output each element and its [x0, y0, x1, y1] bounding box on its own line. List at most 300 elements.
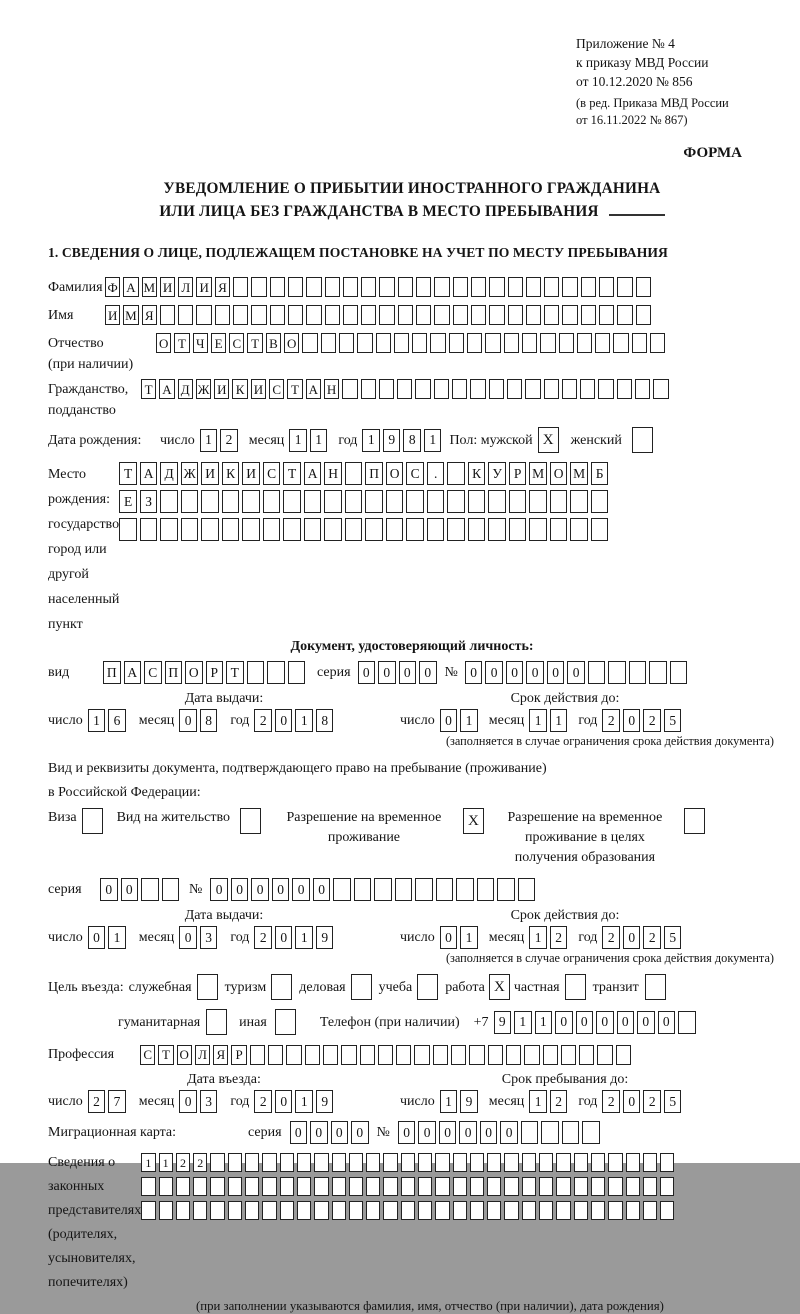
- cell-box[interactable]: [416, 305, 431, 325]
- cell-box[interactable]: 0: [251, 878, 269, 901]
- cell-box[interactable]: М: [123, 305, 138, 325]
- cell-box[interactable]: С: [229, 333, 244, 353]
- cell-box[interactable]: 0: [459, 1121, 477, 1144]
- doc-issue-day-boxes[interactable]: [88, 709, 126, 732]
- migration-number-boxes[interactable]: [398, 1121, 600, 1144]
- cell-box[interactable]: 1: [550, 709, 568, 732]
- cell-box[interactable]: 0: [637, 1011, 655, 1034]
- cell-box[interactable]: П: [365, 462, 383, 485]
- cell-box[interactable]: 5: [664, 1090, 682, 1113]
- cell-box[interactable]: 0: [526, 661, 544, 684]
- cell-box[interactable]: [141, 878, 159, 901]
- cell-box[interactable]: [366, 1201, 380, 1220]
- cell-box[interactable]: [597, 1045, 612, 1065]
- cell-box[interactable]: [562, 305, 577, 325]
- cell-box[interactable]: [178, 305, 193, 325]
- cell-box[interactable]: [159, 1177, 173, 1196]
- cell-box[interactable]: [599, 305, 614, 325]
- cell-box[interactable]: [539, 1201, 553, 1220]
- cell-box[interactable]: [345, 462, 363, 485]
- cell-box[interactable]: [345, 490, 363, 513]
- residence-valid-year-boxes[interactable]: [602, 926, 681, 949]
- cell-box[interactable]: [332, 1177, 346, 1196]
- doc-issue-month-boxes[interactable]: [179, 709, 217, 732]
- cell-box[interactable]: [556, 1201, 570, 1220]
- cell-box[interactable]: [550, 490, 568, 513]
- cell-box[interactable]: [262, 1177, 276, 1196]
- cell-box[interactable]: [288, 277, 303, 297]
- cell-box[interactable]: [339, 333, 354, 353]
- cell-box[interactable]: [140, 518, 158, 541]
- cell-box[interactable]: 1: [362, 429, 380, 452]
- cell-box[interactable]: Р: [206, 661, 224, 684]
- cell-box[interactable]: [297, 1153, 311, 1172]
- cell-box[interactable]: Т: [141, 379, 156, 399]
- cell-box[interactable]: [570, 518, 588, 541]
- cell-box[interactable]: X: [538, 427, 559, 453]
- entry-year-boxes[interactable]: [254, 1090, 333, 1113]
- cell-box[interactable]: [485, 333, 500, 353]
- cell-box[interactable]: [288, 305, 303, 325]
- cell-box[interactable]: Ф: [105, 277, 120, 297]
- purpose-private-checkbox[interactable]: [565, 974, 586, 1000]
- cell-box[interactable]: [366, 1153, 380, 1172]
- cell-box[interactable]: 2: [550, 1090, 568, 1113]
- cell-box[interactable]: [365, 518, 383, 541]
- cell-box[interactable]: 2: [254, 709, 272, 732]
- cell-box[interactable]: И: [251, 379, 266, 399]
- cell-box[interactable]: Т: [119, 462, 137, 485]
- cell-box[interactable]: [561, 1045, 576, 1065]
- cell-box[interactable]: 8: [316, 709, 334, 732]
- cell-box[interactable]: [271, 974, 292, 1000]
- cell-box[interactable]: [386, 518, 404, 541]
- cell-box[interactable]: [678, 1011, 696, 1034]
- cell-box[interactable]: [250, 1045, 265, 1065]
- cell-box[interactable]: У: [488, 462, 506, 485]
- cell-box[interactable]: 0: [310, 1121, 328, 1144]
- cell-box[interactable]: [418, 1153, 432, 1172]
- cell-box[interactable]: 0: [179, 1090, 197, 1113]
- cell-box[interactable]: [82, 808, 103, 834]
- cell-box[interactable]: [343, 277, 358, 297]
- cell-box[interactable]: Н: [324, 462, 342, 485]
- cell-box[interactable]: 1: [529, 926, 547, 949]
- cell-box[interactable]: [365, 490, 383, 513]
- cell-box[interactable]: [379, 305, 394, 325]
- cell-box[interactable]: О: [284, 333, 299, 353]
- cell-box[interactable]: [617, 379, 632, 399]
- cell-box[interactable]: [608, 661, 626, 684]
- cell-box[interactable]: 9: [383, 429, 401, 452]
- cell-box[interactable]: [283, 490, 301, 513]
- cell-box[interactable]: [275, 1009, 296, 1035]
- cell-box[interactable]: [489, 379, 504, 399]
- cell-box[interactable]: [374, 878, 392, 901]
- profession-boxes[interactable]: [140, 1045, 631, 1065]
- cell-box[interactable]: [525, 379, 540, 399]
- cell-box[interactable]: 3: [200, 926, 218, 949]
- cell-box[interactable]: [636, 305, 651, 325]
- cell-box[interactable]: 0: [623, 926, 641, 949]
- cell-box[interactable]: 7: [108, 1090, 126, 1113]
- cell-box[interactable]: 2: [643, 1090, 661, 1113]
- cell-box[interactable]: [591, 490, 609, 513]
- cell-box[interactable]: [497, 878, 515, 901]
- cell-box[interactable]: 0: [555, 1011, 573, 1034]
- cell-box[interactable]: [159, 1201, 173, 1220]
- cell-box[interactable]: С: [406, 462, 424, 485]
- cell-box[interactable]: И: [105, 305, 120, 325]
- cell-box[interactable]: 1: [295, 1090, 313, 1113]
- cell-box[interactable]: [181, 490, 199, 513]
- cell-box[interactable]: [504, 333, 519, 353]
- cell-box[interactable]: [242, 518, 260, 541]
- cell-box[interactable]: [349, 1201, 363, 1220]
- cell-box[interactable]: [417, 974, 438, 1000]
- cell-box[interactable]: А: [306, 379, 321, 399]
- cell-box[interactable]: [383, 1153, 397, 1172]
- cell-box[interactable]: 2: [550, 926, 568, 949]
- cell-box[interactable]: [262, 1153, 276, 1172]
- cell-box[interactable]: [305, 1045, 320, 1065]
- cell-box[interactable]: [632, 427, 653, 453]
- cell-box[interactable]: К: [222, 462, 240, 485]
- residence-issue-year-boxes[interactable]: [254, 926, 333, 949]
- cell-box[interactable]: .: [427, 462, 445, 485]
- cell-box[interactable]: А: [304, 462, 322, 485]
- cell-box[interactable]: О: [386, 462, 404, 485]
- cell-box[interactable]: Т: [174, 333, 189, 353]
- cell-box[interactable]: [376, 333, 391, 353]
- cell-box[interactable]: [233, 305, 248, 325]
- cell-box[interactable]: [245, 1153, 259, 1172]
- cell-box[interactable]: [570, 490, 588, 513]
- cell-box[interactable]: Л: [178, 277, 193, 297]
- cell-box[interactable]: 6: [108, 709, 126, 732]
- purpose-tourism-checkbox[interactable]: [271, 974, 292, 1000]
- cell-box[interactable]: [351, 974, 372, 1000]
- cell-box[interactable]: 1: [310, 429, 328, 452]
- cell-box[interactable]: [529, 518, 547, 541]
- cell-box[interactable]: 1: [424, 429, 442, 452]
- cell-box[interactable]: Е: [211, 333, 226, 353]
- cell-box[interactable]: 5: [664, 926, 682, 949]
- cell-box[interactable]: [383, 1177, 397, 1196]
- cell-box[interactable]: [263, 518, 281, 541]
- birth-month-boxes[interactable]: [289, 429, 327, 452]
- cell-box[interactable]: [268, 1045, 283, 1065]
- cell-box[interactable]: [324, 518, 342, 541]
- cell-box[interactable]: [635, 379, 650, 399]
- cell-box[interactable]: 0: [313, 878, 331, 901]
- cell-box[interactable]: [242, 490, 260, 513]
- cell-box[interactable]: [323, 1045, 338, 1065]
- cell-box[interactable]: 0: [88, 926, 106, 949]
- cell-box[interactable]: К: [468, 462, 486, 485]
- cell-box[interactable]: 2: [220, 429, 238, 452]
- cell-box[interactable]: [193, 1201, 207, 1220]
- cell-box[interactable]: О: [550, 462, 568, 485]
- cell-box[interactable]: 3: [200, 1090, 218, 1113]
- cell-box[interactable]: 1: [440, 1090, 458, 1113]
- cell-box[interactable]: [591, 1201, 605, 1220]
- cell-box[interactable]: [452, 379, 467, 399]
- cell-box[interactable]: 0: [547, 661, 565, 684]
- cell-box[interactable]: [176, 1201, 190, 1220]
- cell-box[interactable]: Т: [247, 333, 262, 353]
- cell-box[interactable]: [306, 277, 321, 297]
- birth-place-row1-boxes[interactable]: [119, 462, 608, 485]
- cell-box[interactable]: [302, 333, 317, 353]
- purpose-humanitarian-checkbox[interactable]: [206, 1009, 227, 1035]
- cell-box[interactable]: [608, 1153, 622, 1172]
- cell-box[interactable]: [201, 518, 219, 541]
- sex-female-checkbox[interactable]: [632, 427, 653, 453]
- cell-box[interactable]: [245, 1177, 259, 1196]
- cell-box[interactable]: 9: [316, 926, 334, 949]
- cell-box[interactable]: 1: [460, 926, 478, 949]
- cell-box[interactable]: [427, 518, 445, 541]
- phone-boxes[interactable]: [494, 1011, 696, 1034]
- cell-box[interactable]: 0: [272, 878, 290, 901]
- cell-box[interactable]: Т: [287, 379, 302, 399]
- cell-box[interactable]: [247, 661, 265, 684]
- cell-box[interactable]: [406, 518, 424, 541]
- purpose-study-checkbox[interactable]: [417, 974, 438, 1000]
- cell-box[interactable]: [228, 1177, 242, 1196]
- cell-box[interactable]: [321, 333, 336, 353]
- cell-box[interactable]: 0: [100, 878, 118, 901]
- cell-box[interactable]: [215, 305, 230, 325]
- cell-box[interactable]: [306, 305, 321, 325]
- cell-box[interactable]: [280, 1177, 294, 1196]
- cell-box[interactable]: 8: [200, 709, 218, 732]
- cell-box[interactable]: [544, 305, 559, 325]
- cell-box[interactable]: [395, 878, 413, 901]
- cell-box[interactable]: [141, 1177, 155, 1196]
- cell-box[interactable]: Д: [178, 379, 193, 399]
- cell-box[interactable]: И: [160, 277, 175, 297]
- cell-box[interactable]: [283, 518, 301, 541]
- cell-box[interactable]: [562, 379, 577, 399]
- cell-box[interactable]: [406, 490, 424, 513]
- cell-box[interactable]: 9: [460, 1090, 478, 1113]
- cell-box[interactable]: [643, 1201, 657, 1220]
- cell-box[interactable]: [297, 1201, 311, 1220]
- cell-box[interactable]: [325, 305, 340, 325]
- representatives-row3-boxes[interactable]: [141, 1201, 674, 1220]
- cell-box[interactable]: [684, 808, 705, 834]
- cell-box[interactable]: [160, 518, 178, 541]
- doc-valid-day-boxes[interactable]: [440, 709, 478, 732]
- cell-box[interactable]: [349, 1153, 363, 1172]
- cell-box[interactable]: [471, 305, 486, 325]
- cell-box[interactable]: [509, 490, 527, 513]
- cell-box[interactable]: [456, 878, 474, 901]
- cell-box[interactable]: [270, 305, 285, 325]
- cell-box[interactable]: [617, 277, 632, 297]
- cell-box[interactable]: [649, 661, 667, 684]
- stay-day-boxes[interactable]: [440, 1090, 478, 1113]
- doc-series-boxes[interactable]: [358, 661, 437, 684]
- cell-box[interactable]: 0: [440, 709, 458, 732]
- stay-year-boxes[interactable]: [602, 1090, 681, 1113]
- cell-box[interactable]: [379, 379, 394, 399]
- cell-box[interactable]: 0: [179, 926, 197, 949]
- purpose-other-checkbox[interactable]: [275, 1009, 296, 1035]
- entry-day-boxes[interactable]: [88, 1090, 126, 1113]
- temp-residence-checkbox[interactable]: [463, 808, 484, 834]
- cell-box[interactable]: [383, 1201, 397, 1220]
- cell-box[interactable]: [521, 1121, 539, 1144]
- cell-box[interactable]: П: [103, 661, 121, 684]
- cell-box[interactable]: 0: [275, 926, 293, 949]
- cell-box[interactable]: [565, 974, 586, 1000]
- cell-box[interactable]: 1: [460, 709, 478, 732]
- cell-box[interactable]: 2: [193, 1153, 207, 1172]
- cell-box[interactable]: Л: [195, 1045, 210, 1065]
- doc-valid-month-boxes[interactable]: [529, 709, 567, 732]
- cell-box[interactable]: 0: [378, 661, 396, 684]
- cell-box[interactable]: [543, 1045, 558, 1065]
- cell-box[interactable]: [394, 333, 409, 353]
- cell-box[interactable]: 0: [419, 661, 437, 684]
- cell-box[interactable]: [210, 1201, 224, 1220]
- cell-box[interactable]: А: [124, 661, 142, 684]
- cell-box[interactable]: [595, 333, 610, 353]
- cell-box[interactable]: [591, 518, 609, 541]
- cell-box[interactable]: [504, 1177, 518, 1196]
- cell-box[interactable]: И: [214, 379, 229, 399]
- sex-male-checkbox[interactable]: [538, 427, 559, 453]
- cell-box[interactable]: [670, 661, 688, 684]
- cell-box[interactable]: 0: [399, 661, 417, 684]
- cell-box[interactable]: М: [142, 277, 157, 297]
- cell-box[interactable]: [343, 305, 358, 325]
- cell-box[interactable]: [591, 1153, 605, 1172]
- migration-series-boxes[interactable]: [290, 1121, 369, 1144]
- cell-box[interactable]: [401, 1201, 415, 1220]
- cell-box[interactable]: 0: [292, 878, 310, 901]
- cell-box[interactable]: [470, 379, 485, 399]
- cell-box[interactable]: [507, 379, 522, 399]
- cell-box[interactable]: 0: [623, 709, 641, 732]
- cell-box[interactable]: [489, 277, 504, 297]
- cell-box[interactable]: [398, 277, 413, 297]
- cell-box[interactable]: 0: [617, 1011, 635, 1034]
- cell-box[interactable]: [488, 490, 506, 513]
- cell-box[interactable]: [210, 1153, 224, 1172]
- cell-box[interactable]: Ч: [193, 333, 208, 353]
- cell-box[interactable]: [228, 1201, 242, 1220]
- cell-box[interactable]: [598, 379, 613, 399]
- cell-box[interactable]: [435, 1201, 449, 1220]
- cell-box[interactable]: [430, 333, 445, 353]
- cell-box[interactable]: [447, 518, 465, 541]
- cell-box[interactable]: [379, 277, 394, 297]
- cell-box[interactable]: А: [123, 277, 138, 297]
- cell-box[interactable]: [345, 518, 363, 541]
- cell-box[interactable]: Р: [231, 1045, 246, 1065]
- cell-box[interactable]: В: [266, 333, 281, 353]
- cell-box[interactable]: [629, 661, 647, 684]
- cell-box[interactable]: [470, 1153, 484, 1172]
- cell-box[interactable]: [418, 1201, 432, 1220]
- cell-box[interactable]: А: [140, 462, 158, 485]
- cell-box[interactable]: И: [201, 462, 219, 485]
- cell-box[interactable]: [470, 1177, 484, 1196]
- cell-box[interactable]: [650, 333, 665, 353]
- cell-box[interactable]: [453, 1153, 467, 1172]
- cell-box[interactable]: [206, 1009, 227, 1035]
- cell-box[interactable]: 0: [351, 1121, 369, 1144]
- cell-box[interactable]: [386, 490, 404, 513]
- cell-box[interactable]: [286, 1045, 301, 1065]
- cell-box[interactable]: [643, 1153, 657, 1172]
- cell-box[interactable]: С: [263, 462, 281, 485]
- cell-box[interactable]: С: [140, 1045, 155, 1065]
- cell-box[interactable]: [181, 518, 199, 541]
- cell-box[interactable]: [415, 878, 433, 901]
- cell-box[interactable]: О: [177, 1045, 192, 1065]
- cell-box[interactable]: А: [159, 379, 174, 399]
- cell-box[interactable]: 2: [176, 1153, 190, 1172]
- cell-box[interactable]: X: [489, 974, 510, 1000]
- cell-box[interactable]: 1: [535, 1011, 553, 1034]
- cell-box[interactable]: [556, 1177, 570, 1196]
- cell-box[interactable]: [451, 1045, 466, 1065]
- cell-box[interactable]: [397, 379, 412, 399]
- cell-box[interactable]: [608, 1201, 622, 1220]
- cell-box[interactable]: 0: [358, 661, 376, 684]
- cell-box[interactable]: [453, 1177, 467, 1196]
- cell-box[interactable]: [529, 490, 547, 513]
- cell-box[interactable]: [660, 1153, 674, 1172]
- cell-box[interactable]: 5: [664, 709, 682, 732]
- cell-box[interactable]: Ж: [196, 379, 211, 399]
- cell-box[interactable]: [447, 462, 465, 485]
- purpose-transit-checkbox[interactable]: [645, 974, 666, 1000]
- cell-box[interactable]: [489, 305, 504, 325]
- cell-box[interactable]: 0: [485, 661, 503, 684]
- cell-box[interactable]: [645, 974, 666, 1000]
- cell-box[interactable]: С: [269, 379, 284, 399]
- cell-box[interactable]: [401, 1177, 415, 1196]
- cell-box[interactable]: [562, 277, 577, 297]
- cell-box[interactable]: [251, 277, 266, 297]
- cell-box[interactable]: 0: [439, 1121, 457, 1144]
- cell-box[interactable]: [453, 277, 468, 297]
- cell-box[interactable]: [506, 1045, 521, 1065]
- cell-box[interactable]: [288, 661, 306, 684]
- cell-box[interactable]: 2: [643, 926, 661, 949]
- cell-box[interactable]: [599, 277, 614, 297]
- cell-box[interactable]: 1: [159, 1153, 173, 1172]
- cell-box[interactable]: 0: [623, 1090, 641, 1113]
- cell-box[interactable]: [210, 1177, 224, 1196]
- cell-box[interactable]: [354, 878, 372, 901]
- cell-box[interactable]: [240, 808, 261, 834]
- cell-box[interactable]: [636, 277, 651, 297]
- residence-issue-month-boxes[interactable]: [179, 926, 217, 949]
- cell-box[interactable]: 1: [200, 429, 218, 452]
- cell-box[interactable]: [332, 1201, 346, 1220]
- cell-box[interactable]: 9: [494, 1011, 512, 1034]
- cell-box[interactable]: [468, 518, 486, 541]
- cell-box[interactable]: Т: [158, 1045, 173, 1065]
- cell-box[interactable]: С: [144, 661, 162, 684]
